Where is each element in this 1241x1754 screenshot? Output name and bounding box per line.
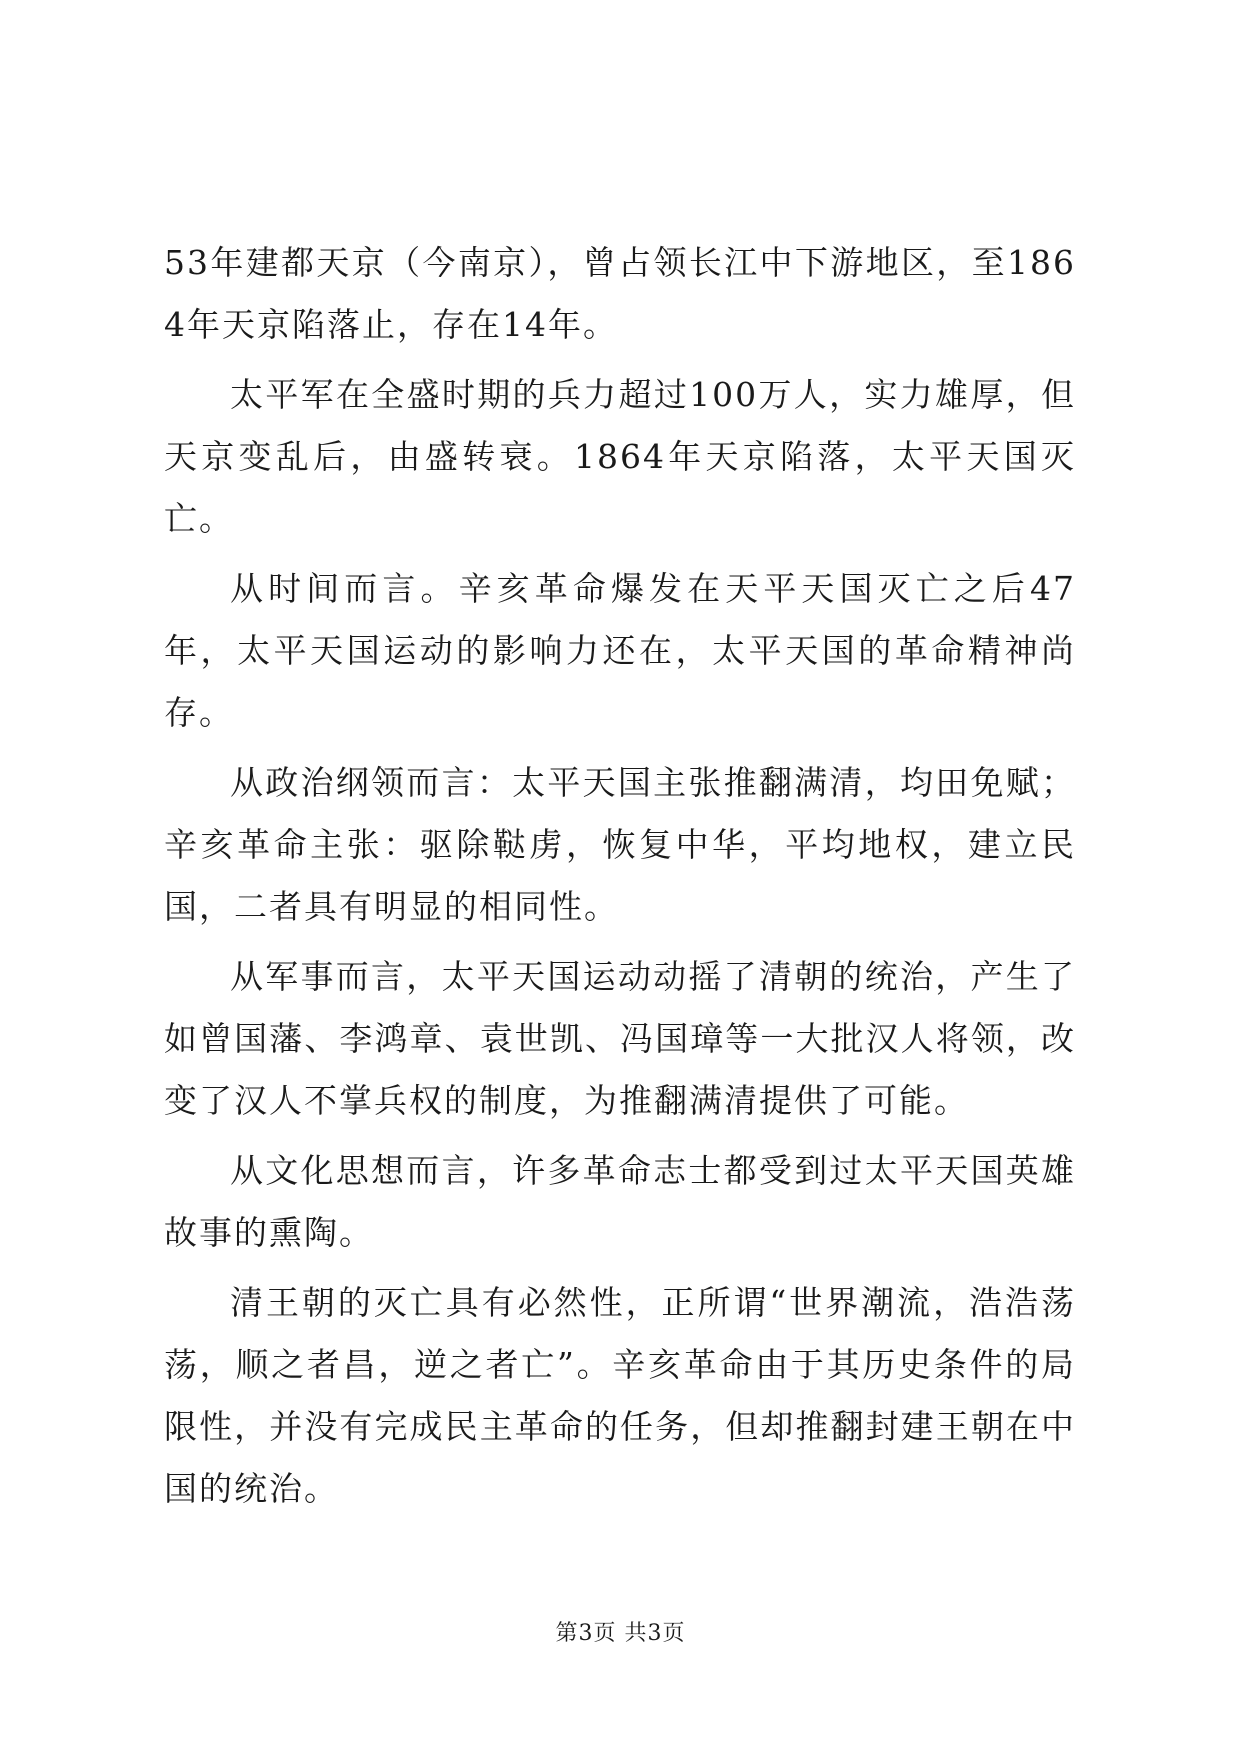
paragraph-5: 从军事而言，太平天国运动动摇了清朝的统治，产生了如曾国藩、李鸿章、袁世凯、冯国璋等一大批汉人将领，改变了汉人不掌兵权的制度，为推翻满清提供了可能。 [164, 957, 1076, 1120]
paragraph-6: 从文化思想而言，许多革命志士都受到过太平天国英雄故事的熏陶。 [164, 1151, 1076, 1252]
paragraph-3: 从时间而言。辛亥革命爆发在天平天国灭亡之后47年，太平天国运动的影响力还在，太平天国的革命精神尚存。 [164, 569, 1076, 732]
paragraph-2: 太平军在全盛时期的兵力超过100万人，实力雄厚，但天京变乱后，由盛转衰。1864年天京陷落，太平天国灭亡。 [164, 375, 1076, 538]
paragraph-1: 53年建都天京（今南京），曾占领长江中下游地区，至1864年天京陷落止，存在14年。 [164, 243, 1076, 344]
document-body [164, 232, 1076, 1520]
page-number-footer: 第3页 共3页 [555, 1621, 686, 1646]
paragraph-7: 清王朝的灭亡具有必然性，正所谓“世界潮流，浩浩荡荡，顺之者昌，逆之者亡”。辛亥革命由于其历史条件的局限性，并没有完成民主革命的任务，但却推翻封建王朝在中国的统治。 [164, 1283, 1076, 1508]
paragraph-4: 从政治纲领而言：太平天国主张推翻满清，均田免赋；辛亥革命主张：驱除鞑虏，恢复中华，平均地权，建立民国，二者具有明显的相同性。 [164, 763, 1076, 926]
